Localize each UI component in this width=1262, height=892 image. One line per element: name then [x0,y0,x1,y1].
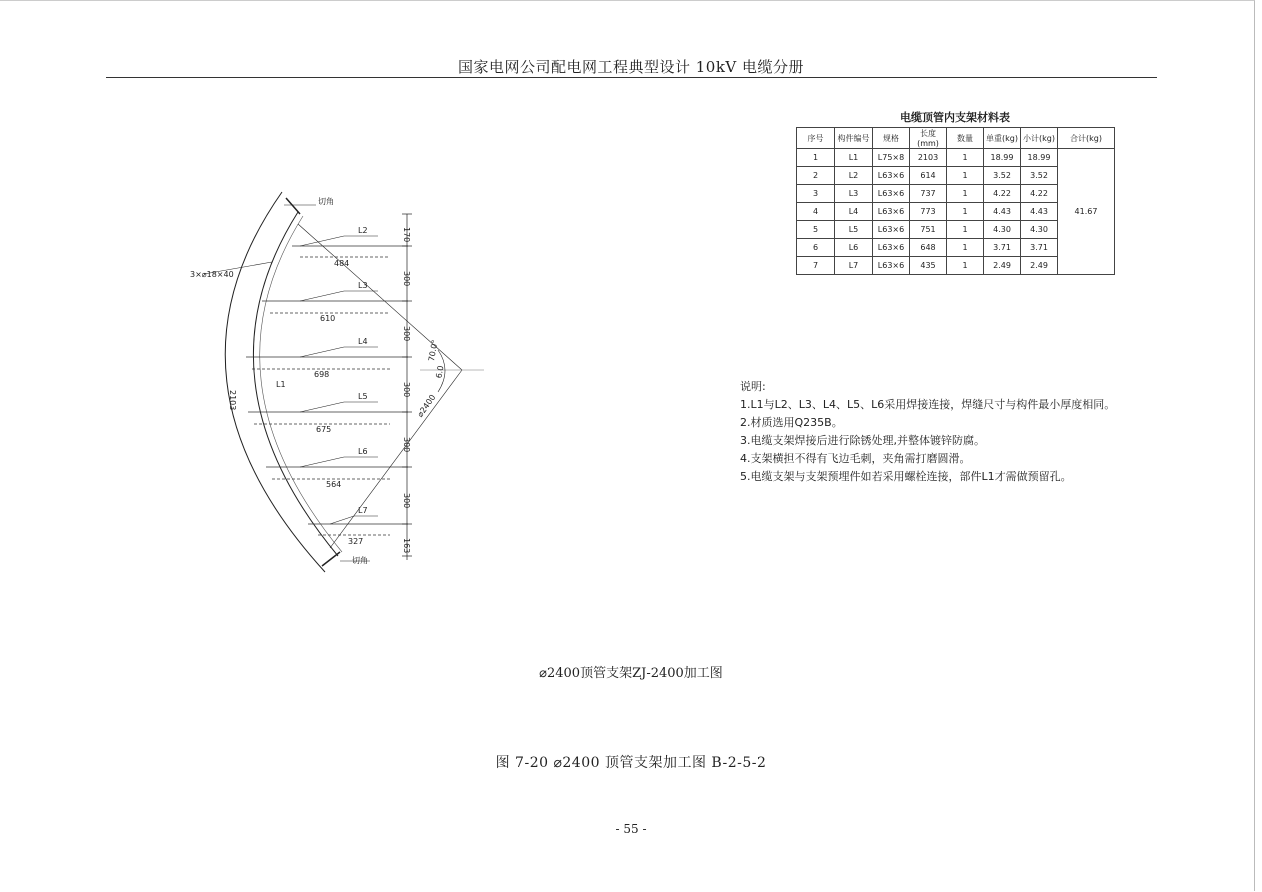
table-cell: 4.22 [1021,185,1058,203]
cut-label-top: 切角 [318,197,334,206]
table-total-cell: 41.67 [1058,149,1115,275]
table-header-cell: 数量 [947,128,984,149]
table-cell: 2.49 [1021,257,1058,275]
note-item: 3.电缆支架焊接后进行除锈处理,并整体镀锌防腐。 [740,434,985,447]
note-item: 4.支架横担不得有飞边毛刺，夹角需打磨圆滑。 [740,452,971,465]
table-cell: 3.52 [1021,167,1058,185]
member-length: 698 [314,370,330,379]
member-length: 484 [334,259,350,268]
table-cell: 7 [797,257,835,275]
table-row [797,149,1115,167]
table-cell: 1 [947,257,984,275]
table-cell: 3.71 [984,239,1021,257]
table-cell: 1 [947,239,984,257]
table-cell: 1 [947,167,984,185]
page-header: 国家电网公司配电网工程典型设计 10kV 电缆分册 [457,58,805,76]
table-cell: L2 [835,167,873,185]
table-header-cell: 规格 [873,128,910,149]
member-length: 675 [316,425,332,434]
member-length: 327 [348,537,364,546]
table-cell: 4 [797,203,835,221]
table-header-cell: 构件编号 [835,128,873,149]
table-cell: 751 [910,221,947,239]
arc-length-label: 2103 [228,390,237,411]
table-cell: 1 [947,203,984,221]
table-cell: 4.43 [984,203,1021,221]
material-table [796,127,1115,275]
table-cell: 737 [910,185,947,203]
inner-arc [253,212,338,556]
table-cell: 1 [797,149,835,167]
material-table-title: 电缆顶管内支架材料表 [900,111,1010,124]
table-cell: 4.22 [984,185,1021,203]
table-cell: L63×6 [873,221,910,239]
table-cell: L5 [835,221,873,239]
angle2-label: 6.0 [434,364,446,379]
note-item: 5.电缆支架与支架预埋件如若采用螺栓连接，部件L1才需做预留孔。 [740,470,1072,483]
member-label: L3 [358,281,368,290]
table-cell: 2103 [910,149,947,167]
table-header-cell: 小计(kg) [1021,128,1058,149]
table-cell: 648 [910,239,947,257]
spacing-dim: 300 [402,382,411,398]
members [246,246,408,535]
main-member-label: L1 [276,380,286,389]
table-cell: 6 [797,239,835,257]
table-cell: L6 [835,239,873,257]
table-cell: L4 [835,203,873,221]
note-item: 2.材质选用Q235B。 [740,416,843,429]
table-cell: L1 [835,149,873,167]
table-cell: 4.30 [984,221,1021,239]
table-cell: 773 [910,203,947,221]
table-cell: L63×6 [873,203,910,221]
spacing-dim: 300 [402,271,411,287]
member-length: 564 [326,480,342,489]
member-label: L2 [358,226,368,235]
table-cell: 4.30 [1021,221,1058,239]
spacing-dim: 163 [402,538,411,554]
table-header-row [797,128,1115,149]
table-cell: 1 [947,149,984,167]
table-cell: 18.99 [984,149,1021,167]
table-cell: 3.52 [984,167,1021,185]
table-cell: 4.43 [1021,203,1058,221]
spacing-dim: 300 [402,326,411,342]
table-cell: 3 [797,185,835,203]
table-cell: 3.71 [1021,239,1058,257]
table-cell: L63×6 [873,167,910,185]
page-number: - 55 - [615,822,647,836]
spacing-dim: 300 [402,493,411,509]
table-cell: 18.99 [1021,149,1058,167]
table-cell: L7 [835,257,873,275]
member-label: L7 [358,506,368,515]
table-header-cell: 单重(kg) [984,128,1021,149]
spacing-dim: 170 [402,227,411,243]
table-cell: 1 [947,221,984,239]
table-cell: 2 [797,167,835,185]
table-cell: L3 [835,185,873,203]
hole-label: 3×⌀18×40 [190,270,234,279]
table-cell: L63×6 [873,257,910,275]
member-label: L6 [358,447,368,456]
table-cell: L75×8 [873,149,910,167]
note-item: 1.L1与L2、L3、L4、L5、L6采用焊接连接，焊缝尺寸与构件最小厚度相同。 [740,398,1116,411]
notes-title: 说明: [740,380,766,393]
spacing-dim: 300 [402,437,411,453]
notes-block [740,378,1115,486]
member-label: L4 [358,337,368,346]
table-cell: 1 [947,185,984,203]
table-header-cell: 序号 [797,128,835,149]
table-header-cell: 合计(kg) [1058,128,1115,149]
figure-caption: 图 7-20 ⌀2400 顶管支架加工图 B-2-5-2 [495,755,767,771]
table-cell: 5 [797,221,835,239]
diameter-label: ⌀2400 [415,392,438,419]
table-cell: 614 [910,167,947,185]
member-length: 610 [320,314,336,323]
cut-label-bottom: 切角 [352,556,368,565]
angle-label: 70.0° [426,339,440,363]
member-label: L5 [358,392,368,401]
table-cell: 2.49 [984,257,1021,275]
table-cell: 435 [910,257,947,275]
table-cell: L63×6 [873,185,910,203]
drawing-title: ⌀2400顶管支架ZJ-2400加工图 [539,666,723,681]
table-cell: L63×6 [873,239,910,257]
table-header-cell: 长度(mm) [910,128,947,149]
